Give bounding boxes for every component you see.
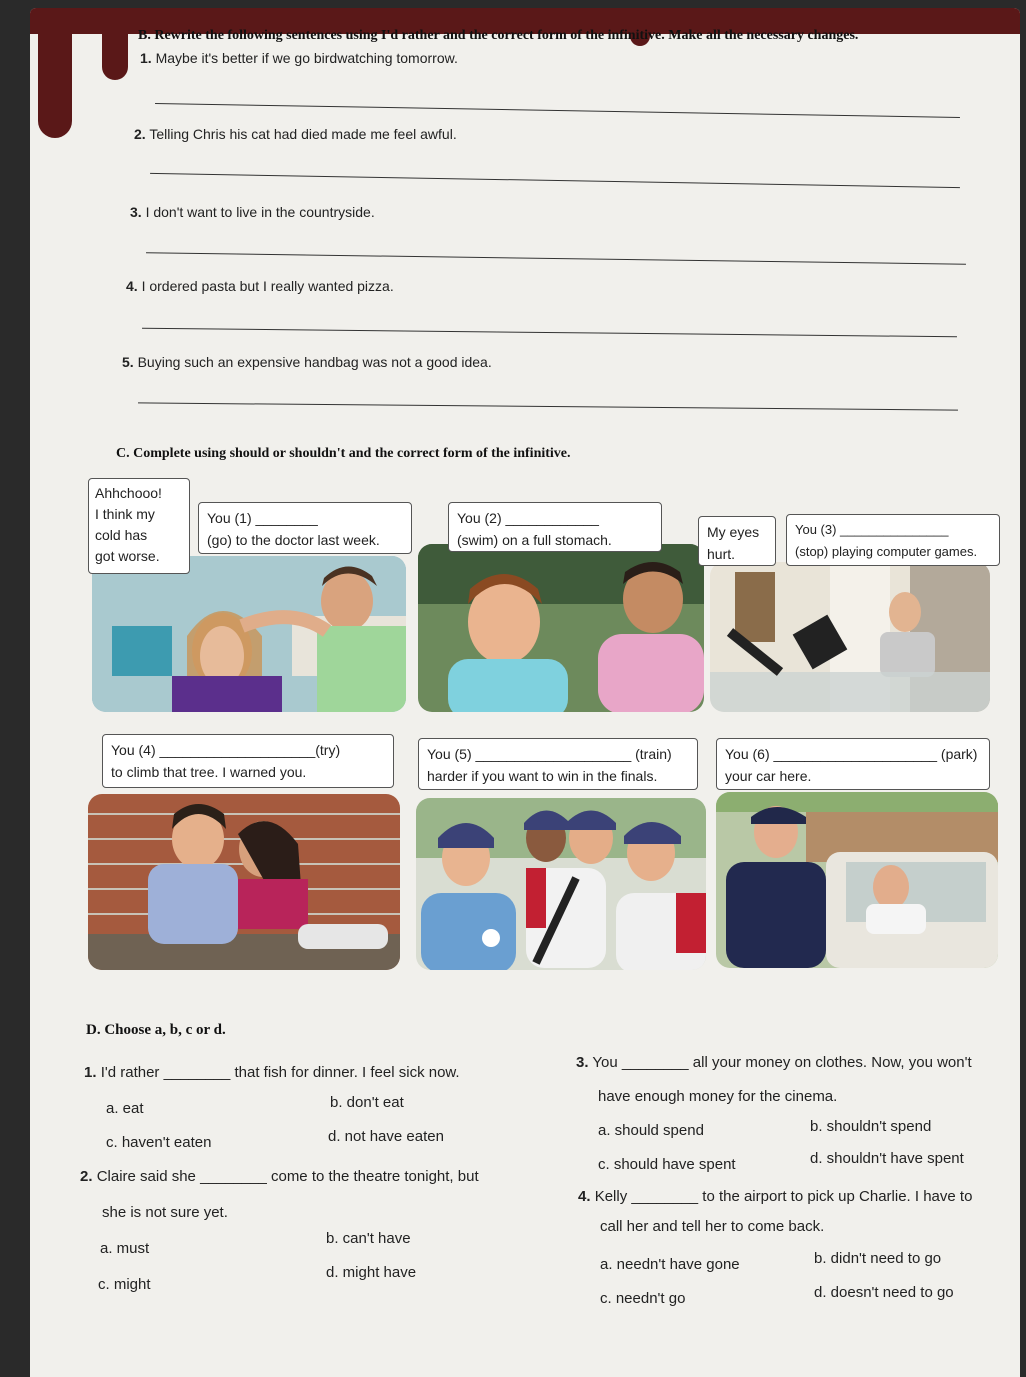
answer-line-3[interactable]: [146, 252, 966, 264]
speech-bubble-4: You (4) ____________________(try) to climb that tree. I warned you.: [102, 734, 394, 788]
section-b-heading: B. Rewrite the following sentences using I'd rather and the correct form of the infinitive. Make all the necessary changes.: [138, 28, 859, 43]
photo-boy-hurt: [88, 794, 400, 970]
q3-option-a[interactable]: a. should spend: [598, 1122, 704, 1139]
q1-option-a[interactable]: a. eat: [106, 1100, 144, 1117]
answer-line-5[interactable]: [138, 402, 958, 410]
q2-option-c[interactable]: c. might: [98, 1276, 151, 1293]
d-question-3-cont: have enough money for the cinema.: [598, 1088, 838, 1105]
speech-bubble-1: You (1) ________ (go) to the doctor last week.: [198, 502, 412, 554]
d-question-4-cont: call her and tell her to come back.: [600, 1218, 825, 1235]
speech-bubble-eyes: My eyes hurt.: [698, 516, 776, 566]
photo-computer-games: [710, 562, 990, 712]
q4-option-c[interactable]: c. needn't go: [600, 1290, 686, 1307]
workbook-page: [30, 8, 1020, 1377]
d-question-3: 3. You ________ all your money on clothes. Now, you won't: [576, 1054, 972, 1071]
q2-option-d[interactable]: d. might have: [326, 1264, 417, 1281]
photo-sick-girl: [92, 556, 406, 712]
q1-option-d[interactable]: d. not have eaten: [328, 1128, 444, 1145]
q3-option-b[interactable]: b. shouldn't spend: [810, 1118, 932, 1135]
photo-boy-swimming: [418, 544, 704, 712]
q3-option-d[interactable]: d. shouldn't have spent: [810, 1150, 964, 1167]
q1-option-c[interactable]: c. haven't eaten: [106, 1134, 212, 1151]
photo-baseball-team: [416, 798, 706, 970]
section-d-heading: D. Choose a, b, c or d.: [86, 1022, 226, 1038]
header-drip: [102, 28, 128, 80]
b-question-2: 2. Telling Chris his cat had died made me feel awful.: [134, 126, 457, 142]
b-question-5: 5. Buying such an expensive handbag was not a good idea.: [122, 354, 492, 370]
d-question-2-cont: she is not sure yet.: [102, 1204, 228, 1221]
d-question-4: 4. Kelly ________ to the airport to pick up Charlie. I have to: [578, 1188, 973, 1205]
d-question-1: 1. I'd rather ________ that fish for dinner. I feel sick now.: [84, 1064, 460, 1081]
photo-police-car: [716, 792, 998, 968]
q4-option-a[interactable]: a. needn't have gone: [600, 1256, 740, 1273]
speech-bubble-sick: Ahhchooo! I think my cold has got worse.: [88, 478, 190, 574]
d-question-2: 2. Claire said she ________ come to the theatre tonight, but: [80, 1168, 479, 1185]
b-question-4: 4. I ordered pasta but I really wanted pizza.: [126, 278, 394, 294]
q1-option-b[interactable]: b. don't eat: [330, 1094, 404, 1111]
b-question-3: 3. I don't want to live in the countryside.: [130, 204, 375, 220]
speech-bubble-3: You (3) _______________ (stop) playing computer games.: [786, 514, 1000, 566]
q4-option-b[interactable]: b. didn't need to go: [814, 1250, 942, 1267]
speech-bubble-6: You (6) _____________________ (park) your car here.: [716, 738, 990, 790]
answer-line-1[interactable]: [155, 103, 960, 118]
q2-option-b[interactable]: b. can't have: [326, 1230, 411, 1247]
section-c-heading: C. Complete using should or shouldn't and the correct form of the infinitive.: [116, 446, 571, 461]
answer-line-2[interactable]: [150, 173, 960, 188]
answer-line-4[interactable]: [142, 328, 957, 338]
q4-option-d[interactable]: d. doesn't need to go: [814, 1284, 954, 1301]
speech-bubble-2: You (2) ____________ (swim) on a full stomach.: [448, 502, 662, 552]
speech-bubble-5: You (5) ____________________ (train) harder if you want to win in the finals.: [418, 738, 698, 790]
q2-option-a[interactable]: a. must: [100, 1240, 150, 1257]
b-question-1: 1. Maybe it's better if we go birdwatching tomorrow.: [140, 50, 458, 66]
header-drip: [38, 28, 72, 138]
q3-option-c[interactable]: c. should have spent: [598, 1156, 736, 1173]
